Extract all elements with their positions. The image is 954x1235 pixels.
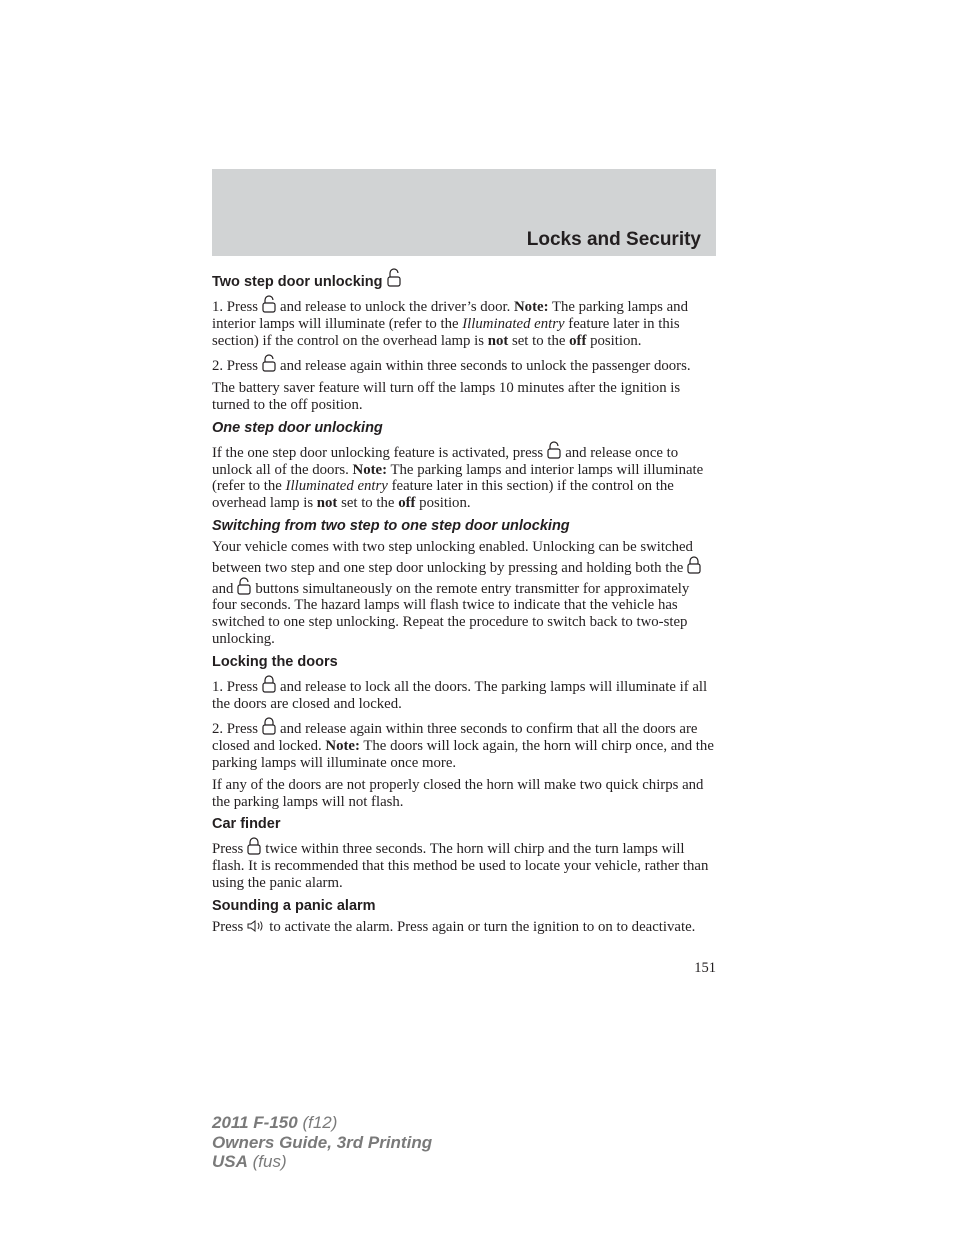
locking-step2: 2. Press and release again within three seconds to confirm that all the doors are closed and locked. Note: The doors will lock again, the horn will chirp once, and the parking lamps will illuminate once more.: [212, 717, 716, 771]
page-content: [212, 268, 716, 941]
page-number: 151: [694, 960, 716, 976]
one-step-text: If the one step door unlocking feature is activated, press and release once to unlock all of the doors. Note: The parking lamps and interior lamps will illuminate (refer to the Illuminated entry feature later in this section) if the control on the overhead lamp is not set to the off position.: [212, 441, 716, 512]
locking-step1: 1. Press and release to lock all the doors. The parking lamps will illuminate if all the doors are closed and locked.: [212, 675, 716, 713]
locking-improper-text: If any of the doors are not properly closed the horn will make two quick chirps and the parking lamps will not flash.: [212, 776, 704, 810]
unlock-icon: [386, 268, 402, 288]
battery-saver-text: The battery saver feature will turn off the lamps 10 minutes after the ignition is turned to the off position.: [212, 380, 681, 413]
heading-panic-alarm: Sounding a panic alarm: [212, 897, 376, 914]
heading-car-finder: Car finder: [212, 816, 281, 833]
section-title: Locks and Security: [526, 229, 701, 250]
unlock-icon: [236, 577, 252, 595]
panic-alarm-text: Press to activate the alarm. Press again or turn the ignition to on to deactivate.: [212, 918, 696, 935]
footer-line-1: 2011 F-150 (f12): [212, 1113, 338, 1132]
footer-line-2: Owners Guide, 3rd Printing: [212, 1132, 433, 1152]
heading-locking: Locking the doors: [212, 653, 338, 670]
car-finder-text: Press twice within three seconds. The horn will chirp and the turn lamps will flash. It is recommended that this method be used to locate your vehicle, rather than using the panic alarm.: [212, 837, 716, 891]
footer: [212, 1113, 432, 1172]
unlock-icon: [546, 441, 562, 459]
lock-icon: [261, 717, 277, 735]
lock-icon: [246, 837, 262, 855]
footer-line-3: USA (fus): [212, 1152, 287, 1171]
unlock-icon: [261, 354, 277, 372]
two-step-step1: 1. Press and release to unlock the driver’s door. Note: The parking lamps and interior lamps will illuminate (refer to the Illuminated entry feature later in this section) if the control on the overhead lamp is not set to the off position.: [212, 295, 716, 349]
switching-text: Your vehicle comes with two step unlocking enabled. Unlocking can be switched between two step and one step door unlocking by pressing and holding both the and buttons simultaneously on the remote entry transmitter for approximately four seconds. The hazard lamps will flash twice to indicate that the vehicle has switched to one step unlocking. Repeat the procedure to switch back to two-step unlocking.: [212, 539, 716, 648]
lock-icon: [686, 556, 702, 574]
header-band: [212, 169, 716, 256]
lock-icon: [261, 675, 277, 693]
heading-switching: Switching from two step to one step door unlocking: [212, 517, 570, 534]
unlock-icon: [261, 295, 277, 313]
heading-one-step: One step door unlocking: [212, 419, 383, 436]
panic-alarm-icon: [246, 919, 266, 933]
two-step-step2: 2. Press and release again within three seconds to unlock the passenger doors.: [212, 354, 716, 375]
heading-two-step: Two step door unlocking: [212, 268, 716, 291]
